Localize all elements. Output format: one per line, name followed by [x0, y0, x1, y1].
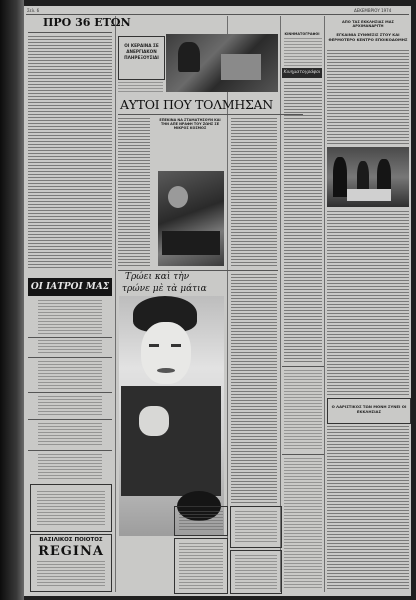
- article-text: [327, 211, 409, 395]
- photo-eye: [149, 344, 159, 347]
- ceremony-photo: [327, 147, 409, 207]
- column-rule: [324, 16, 325, 592]
- advertisement-box: [30, 484, 112, 532]
- divider: [118, 114, 303, 115]
- photo-coat: [121, 386, 221, 496]
- regina-name: REGINA: [38, 544, 104, 559]
- cinema-listing: [284, 370, 322, 450]
- advertisement-box: [174, 538, 228, 594]
- newspaper-page: [24, 6, 411, 596]
- photo-face: [141, 322, 191, 384]
- article-text: [231, 274, 277, 504]
- page-date: ΔΕΚΕΜΒΡΙΟΥ 1974: [354, 8, 392, 13]
- divider: [118, 270, 278, 271]
- photo-hand: [139, 406, 169, 436]
- doctor-listing: [38, 361, 102, 389]
- left-headline: ΠΡΟ 36 ΕΤΩΝ: [43, 16, 131, 29]
- photo-table: [347, 189, 391, 201]
- divider: [28, 32, 112, 33]
- doctor-listing: [38, 396, 102, 416]
- photo-face: [168, 186, 188, 208]
- divider: [28, 450, 112, 451]
- article-text: [28, 36, 112, 268]
- photo-figure: [178, 42, 200, 72]
- photo-table: [162, 231, 220, 255]
- advertisement-text: [37, 491, 105, 525]
- binding-spine: [0, 0, 24, 600]
- advertisement-box: [230, 550, 282, 594]
- doctor-listing: [38, 340, 102, 354]
- advertisement-text: [179, 543, 223, 589]
- divider: [282, 454, 324, 455]
- cinema-listing: [284, 82, 322, 362]
- advertisement-text: [235, 555, 277, 589]
- doctor-listing: [38, 300, 102, 334]
- kicker-box: [118, 36, 165, 80]
- advertisement-text: [37, 561, 105, 587]
- divider: [28, 392, 112, 393]
- article-text: [118, 118, 150, 268]
- cinema-banner: Κινηματογράφοι: [282, 68, 322, 78]
- doctors-banner-title: ΟΙ ΙΑΤΡΟΙ ΜΑΣ: [30, 282, 110, 292]
- woman-eating-photo: [119, 296, 224, 536]
- divider: [28, 337, 112, 338]
- right-headline: ΑΠΟ ΤΑΣ ΕΚΚΛΗΣΙΑΣ ΜΑΣ ΑΡΧΙΜΑΝΔΡΙΤΗ: [342, 20, 394, 28]
- advertisement-text: [235, 511, 277, 543]
- doctor-listing: [38, 454, 102, 480]
- feature-title-line2: τρώνε μὲ τὰ μάτια: [122, 284, 207, 294]
- cinema-listing: [284, 38, 322, 68]
- doctors-banner: [28, 278, 112, 296]
- cinema-listing: [284, 458, 322, 590]
- column-rule: [115, 16, 116, 592]
- right-box: [327, 398, 411, 424]
- page-number: Σελ. 6: [27, 8, 40, 13]
- photo-bed: [221, 54, 261, 80]
- article-text: [327, 426, 409, 590]
- right-box-title: Ο ΛΑΡΙΣΤΙΚΟΣ ΤΩΝ ΜΟΝΗ ΣΥΝΕΙ ΟΙ ΕΚΚΛΗΣΙΑΣ: [331, 404, 407, 414]
- center-headline: ΑΥΤΟΙ ΠΟΥ ΤΟΛΜΗΣΑΝ: [120, 97, 273, 112]
- photo-priest: [333, 157, 347, 197]
- advertisement-regina: [30, 534, 112, 592]
- feature-title-line1: Τρώει καὶ τὴν: [125, 272, 190, 282]
- article-text: [118, 82, 163, 94]
- top-photo: [166, 34, 278, 92]
- regina-title: ΒΑΣΙΛΙΚΟΣ ΠΟΙΟΤΟΣ: [39, 537, 103, 543]
- advertisement-box: [230, 506, 282, 548]
- photo-eye: [171, 344, 181, 347]
- advertisement-box: [174, 506, 228, 536]
- divider: [28, 357, 112, 358]
- divider: [282, 366, 324, 367]
- center-subhead: ΕΠΕΚΙΝΑ ΝΑ ΣΤΑΜΑΤΗΣΟΥΝ ΚΑΙ ΤΗΝ ΑΠΕ ΝΡΑΦΗ ΤΟΥ ΖΩΗΣ ΣΕ ΜΙΚΡΟΣ ΚΟΣΜΟΣ: [159, 118, 221, 130]
- divider: [28, 419, 112, 420]
- advertisement-text: [179, 511, 223, 531]
- article-text: [231, 118, 277, 268]
- cinema-head: ΚΙΝΗΜΑΤΟΓΡΑΦΟΙ: [284, 32, 320, 36]
- kicker-text: ΟΙ ΚΕΡΑΙΝΑ ΣΕ ΑΝΕΡΓΙΑΚΟΝ ΠΛΗΡΕΞΟΥΣΙΑΙ: [124, 43, 159, 60]
- photo-mouth: [157, 368, 175, 373]
- workers-photo: [158, 171, 224, 266]
- header-rule: [26, 14, 409, 15]
- right-subhead: ΕΓΚΑΙΝΙΑ ΣΥΝΘΕΣΙΣ ΣΤΟΥ ΚΑΙ ΘΕΡΜΟΤΕΡΟ ΚΕΝΤΡΟ ΕΠΟΙΚΟΔΟΜΗΣ: [328, 32, 408, 42]
- doctor-listing: [38, 423, 102, 447]
- article-text: [327, 50, 409, 144]
